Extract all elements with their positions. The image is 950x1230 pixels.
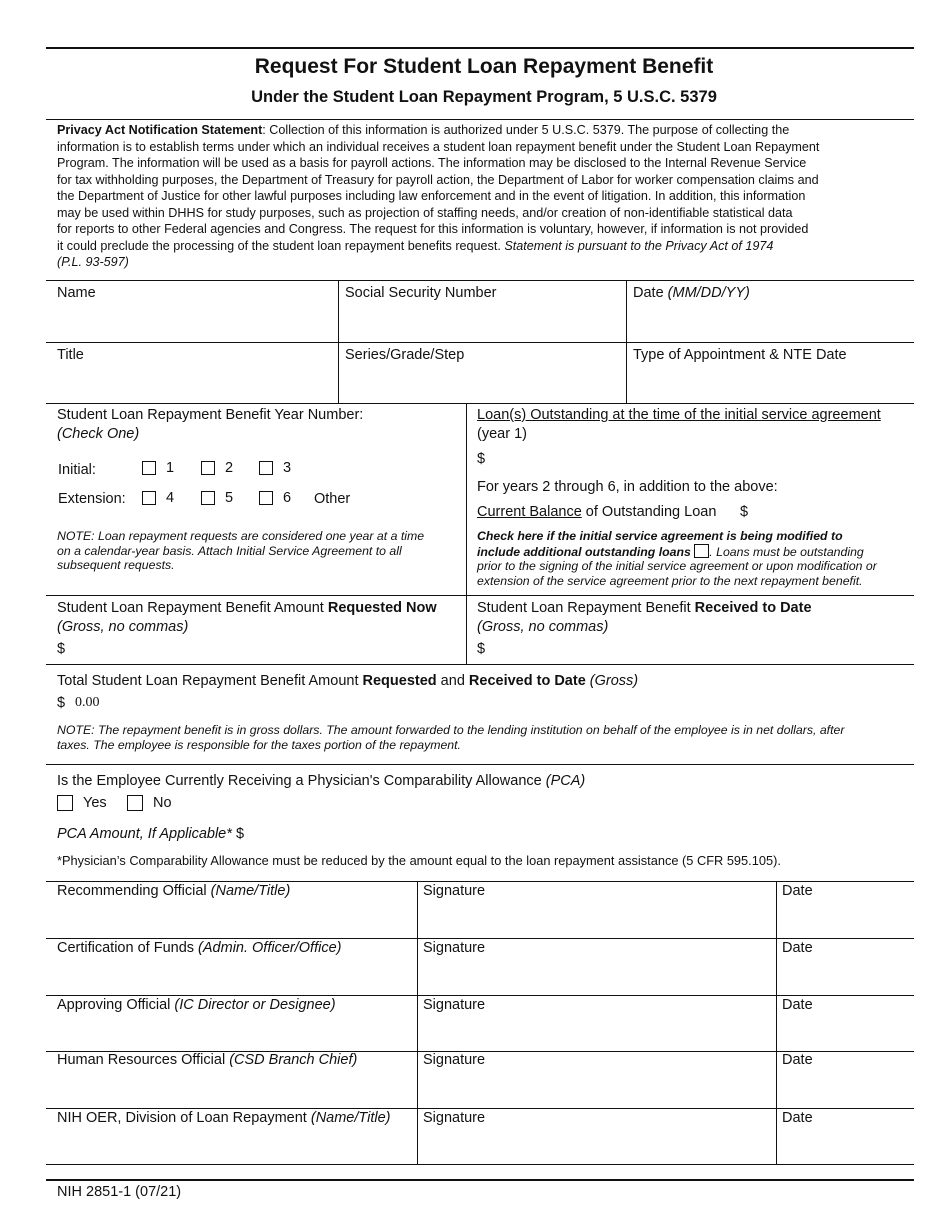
rule	[46, 664, 914, 665]
date-label[interactable]: Date	[782, 997, 813, 1013]
divider	[776, 881, 777, 1165]
rule	[46, 119, 914, 120]
privacy-statement: Privacy Act Notification Statement: Collection of this information is authorized under 5 U.S.C. 5379. The purpose of collecting the information is to establish terms under which an individual receives a student loan repayment benefit under the Student Loan Repayment Program. The information will be used as a basis for payroll actions. The information may be disclosed to the Internal Revenue Service for tax withholding purposes, the Department of Treasury for payroll action, the Department of Labor for worker compensation claims and the Department of Justice for other lawful purposes including law enforcement and in the event of litigation. In addition, this information may be used within DHHS for study purposes, such as projection of staffing needs, and/or creation of non-identifiable statistical data for reports to other Federal agencies and Congress. The request for this information is voluntary, however, if information is not provided it could preclude the processing of the student loan repayment benefits request. Statement is pursuant to the Privacy Act of 1974 (P.L. 93-597)	[57, 123, 820, 269]
gross-note: NOTE: The repayment benefit is in gross dollars. The amount forwarded to the lending institution on behalf of the employee is in net dollars, after taxes. The employee is responsible for the taxes portion of the repayment.	[57, 723, 845, 752]
total-value[interactable]: 0.00	[75, 695, 100, 710]
year-number-label: Student Loan Repayment Benefit Year Number:	[57, 407, 364, 423]
year-3-checkbox[interactable]: 3	[259, 460, 291, 476]
total-label: Total Student Loan Repayment Benefit Amount Requested and Received to Date (Gross)	[57, 673, 639, 689]
checkbox-box[interactable]	[142, 461, 156, 475]
appointment-field-label[interactable]: Type of Appointment & NTE Date	[633, 347, 847, 363]
rule	[46, 403, 914, 404]
year-5-checkbox[interactable]: 5	[201, 490, 233, 506]
hr-official-label[interactable]: Human Resources Official (CSD Branch Chief)	[57, 1052, 358, 1068]
rule	[46, 1164, 914, 1165]
top-rule	[46, 47, 914, 49]
additional-loans-checkbox[interactable]	[694, 544, 709, 558]
loans-outstanding-label: Loan(s) Outstanding at the time of the initial service agreement	[477, 407, 881, 423]
year-6-checkbox[interactable]: 6	[259, 490, 291, 506]
rule	[46, 764, 914, 765]
name-field-label[interactable]: Name	[57, 285, 96, 301]
check-one-hint: (Check One)	[57, 426, 140, 442]
year1-label: (year 1)	[477, 426, 527, 442]
checkbox-box[interactable]	[201, 491, 215, 505]
years-2-6-label: For years 2 through 6, in addition to the above:	[477, 479, 778, 495]
current-balance-label: Current Balance of Outstanding Loan	[477, 504, 717, 520]
form-subtitle: Under the Student Loan Repayment Program, 5 U.S.C. 5379	[251, 88, 717, 106]
year-note: NOTE: Loan repayment requests are considered one year at a time on a calendar-year basis. Attach Initial Service Agreement to all subsequent requests.	[57, 529, 425, 572]
form-title: Request For Student Loan Repayment Benefit	[254, 55, 714, 78]
bottom-rule	[46, 1179, 914, 1181]
year-2-checkbox[interactable]: 2	[201, 460, 233, 476]
checkbox-box[interactable]	[259, 491, 273, 505]
series-field-label[interactable]: Series/Grade/Step	[345, 347, 465, 363]
rule	[46, 881, 914, 882]
signature-label[interactable]: Signature	[423, 997, 486, 1013]
year-4-checkbox[interactable]: 4	[142, 490, 174, 506]
loans-outstanding-dollar[interactable]: $	[477, 451, 486, 467]
checkbox-box[interactable]	[127, 795, 143, 811]
extension-label: Extension:	[58, 491, 126, 507]
received-hint: (Gross, no commas)	[477, 619, 609, 635]
pca-question: Is the Employee Currently Receiving a Physician's Comparability Allowance (PCA)	[57, 773, 586, 789]
requested-now-hint: (Gross, no commas)	[57, 619, 189, 635]
rule	[46, 995, 914, 996]
modification-note: Check here if the initial service agreement is being modified to include additional outstanding loans . Loans must be outstanding prior to the signing of the initial service agreement or upon modification or extension of the service agreement prior to the next repayment benefit.	[477, 529, 877, 588]
checkbox-box[interactable]	[201, 461, 215, 475]
privacy-label: Privacy Act Notification Statement	[57, 123, 263, 137]
rule	[46, 595, 914, 596]
checkbox-box[interactable]	[259, 461, 273, 475]
checkbox-box[interactable]	[57, 795, 73, 811]
requested-now-dollar[interactable]: $	[57, 641, 66, 657]
approving-official-label[interactable]: Approving Official (IC Director or Designee)	[57, 997, 336, 1013]
recommending-official-label[interactable]: Recommending Official (Name/Title)	[57, 883, 291, 899]
requested-now-label: Student Loan Repayment Benefit Amount Requested Now	[57, 600, 437, 616]
divider	[417, 881, 418, 1165]
date-label[interactable]: Date	[782, 940, 813, 956]
rule	[46, 280, 914, 281]
rule	[46, 1108, 914, 1109]
date-label[interactable]: Date	[782, 1052, 813, 1068]
divider	[466, 403, 467, 665]
signature-label[interactable]: Signature	[423, 1052, 486, 1068]
received-dollar[interactable]: $	[477, 641, 486, 657]
signature-label[interactable]: Signature	[423, 1110, 486, 1126]
form-number: NIH 2851-1 (07/21)	[57, 1184, 182, 1200]
date-label[interactable]: Date	[782, 1110, 813, 1126]
oer-official-label[interactable]: NIH OER, Division of Loan Repayment (Name/Title)	[57, 1110, 391, 1126]
other-label[interactable]: Other	[314, 491, 351, 507]
ssn-field-label[interactable]: Social Security Number	[345, 285, 497, 301]
rule	[46, 938, 914, 939]
date-label[interactable]: Date	[782, 883, 813, 899]
signature-label[interactable]: Signature	[423, 883, 486, 899]
total-dollar: $	[57, 695, 66, 711]
pca-footnote: *Physician’s Comparability Allowance must be reduced by the amount equal to the loan repayment assistance (5 CFR 595.105).	[57, 853, 781, 868]
checkbox-box[interactable]	[142, 491, 156, 505]
signature-label[interactable]: Signature	[423, 940, 486, 956]
pca-yes-checkbox[interactable]: Yes	[57, 795, 107, 811]
pca-amount-label[interactable]: PCA Amount, If Applicable* $	[57, 826, 245, 842]
year-1-checkbox[interactable]: 1	[142, 460, 174, 476]
certification-of-funds-label[interactable]: Certification of Funds (Admin. Officer/Office)	[57, 940, 342, 956]
pca-no-checkbox[interactable]: No	[127, 795, 172, 811]
title-field-label[interactable]: Title	[57, 347, 84, 363]
current-balance-dollar[interactable]: $	[740, 504, 749, 520]
initial-label: Initial:	[58, 462, 96, 478]
rule	[46, 342, 914, 343]
received-label: Student Loan Repayment Benefit Received to Date	[477, 600, 812, 616]
date-field-label[interactable]: Date (MM/DD/YY)	[633, 285, 750, 301]
